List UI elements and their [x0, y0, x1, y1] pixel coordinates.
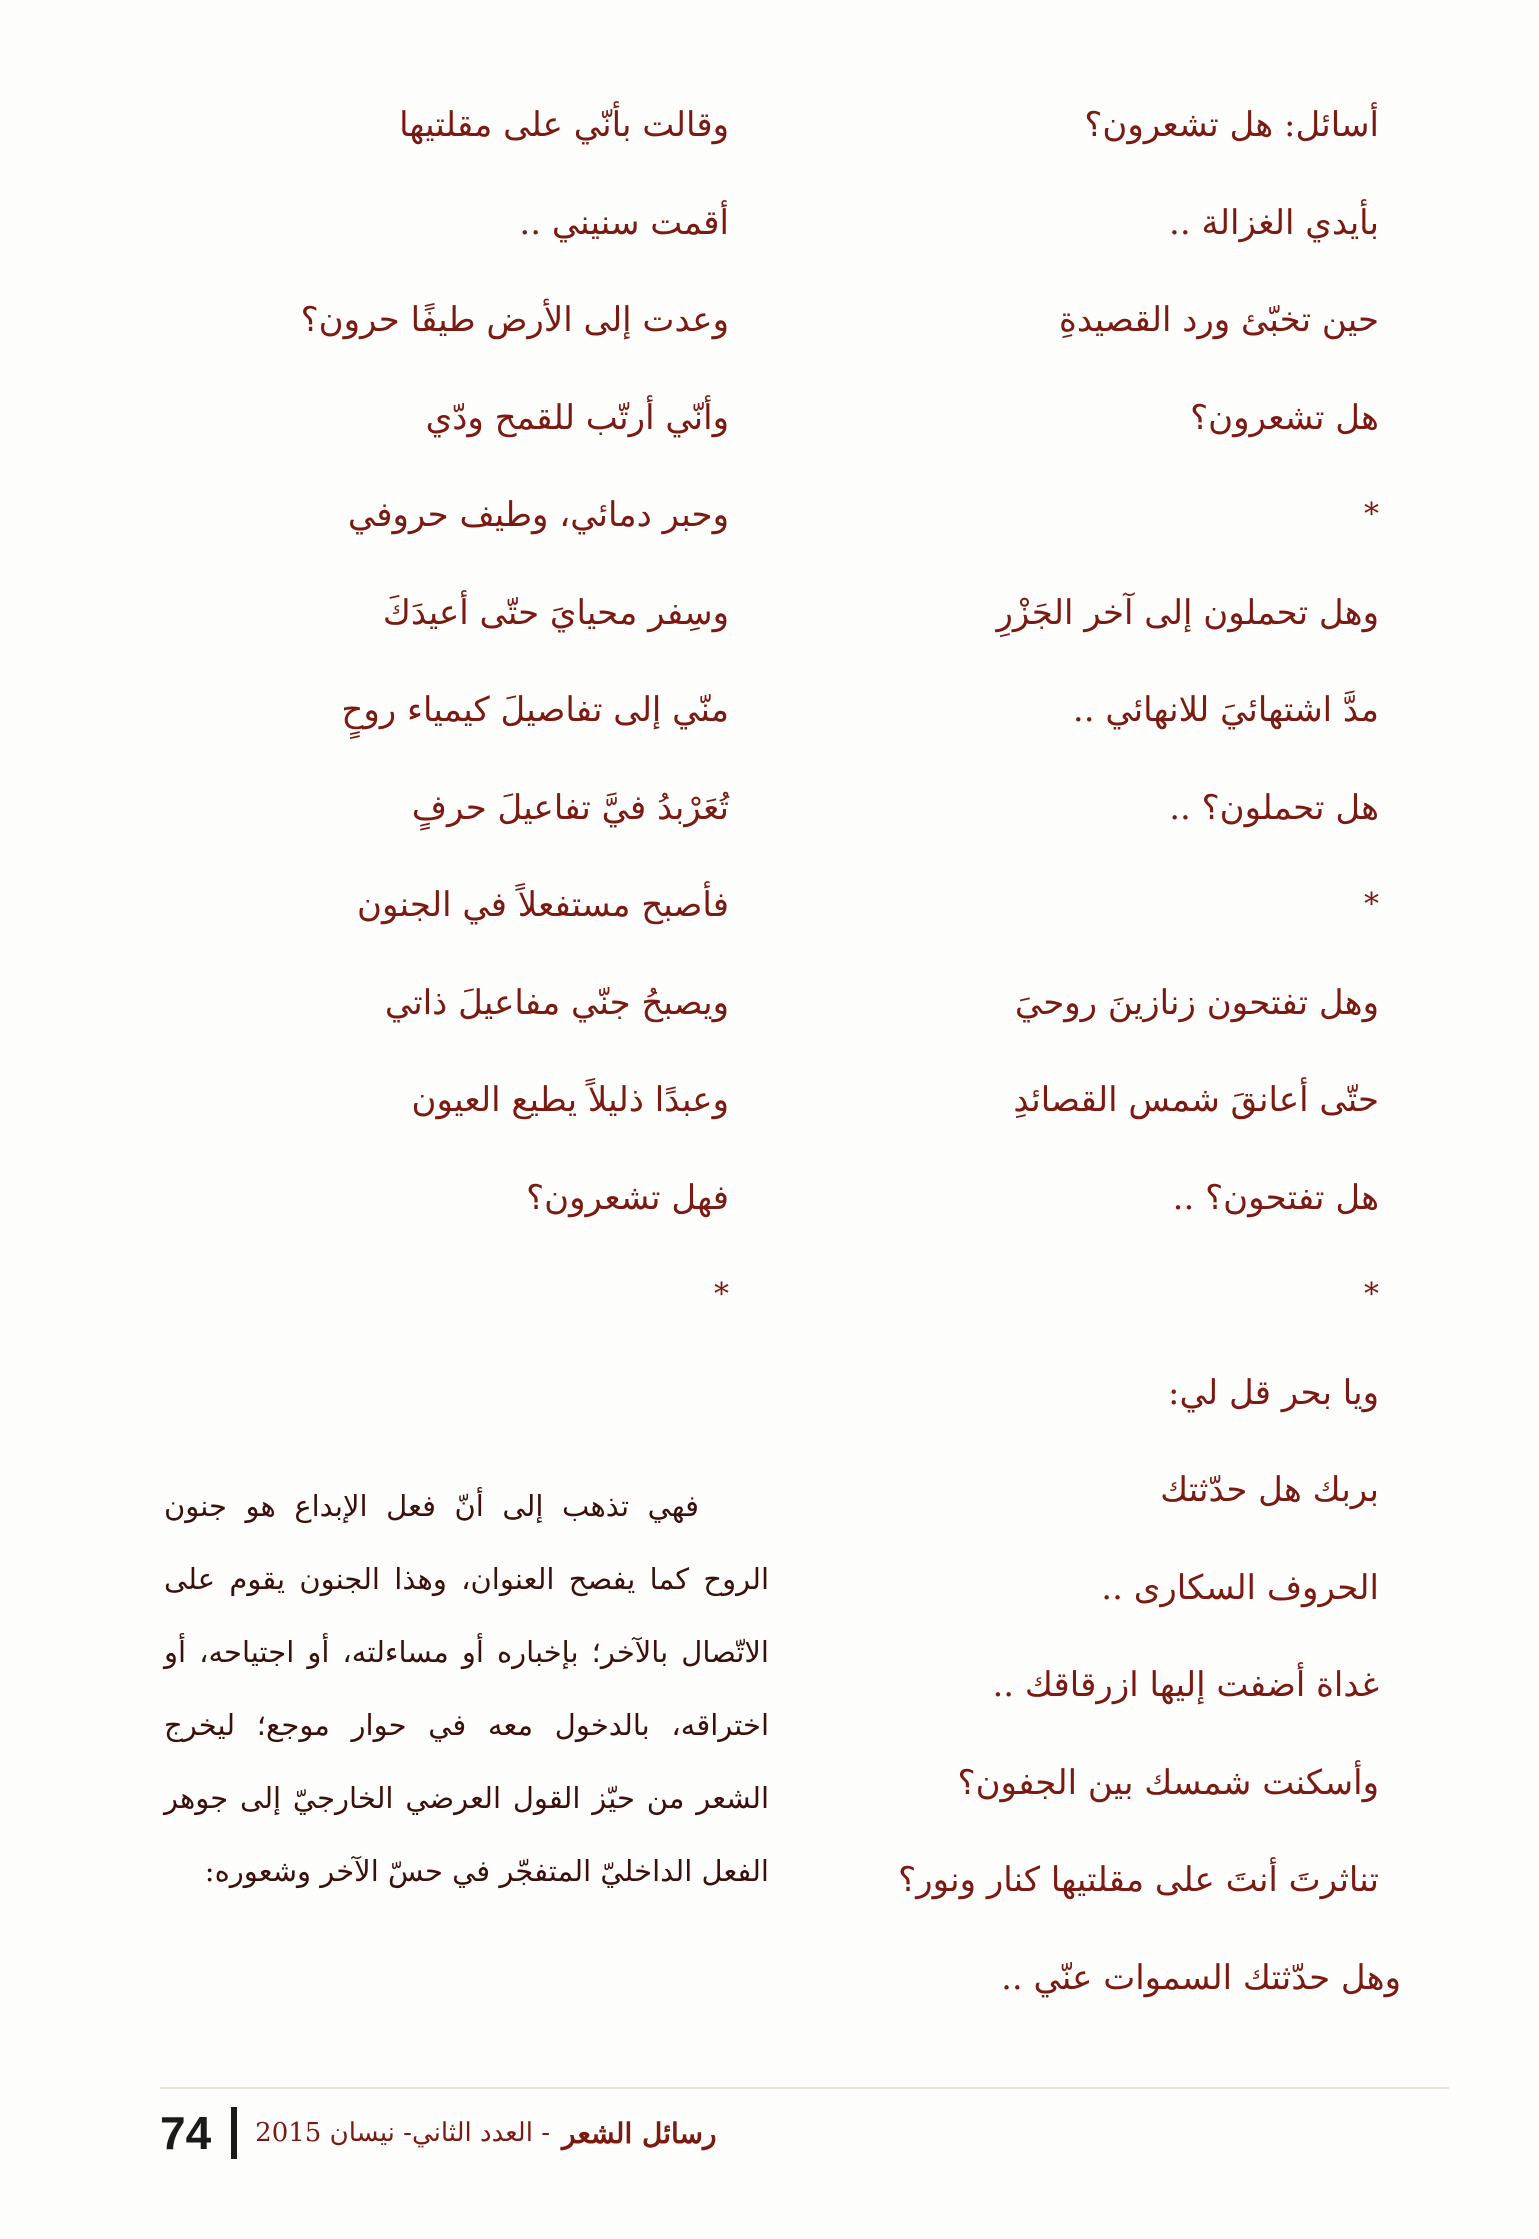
page-number: 74: [160, 2107, 212, 2159]
verse-line: تُعَرْبدُ فيَّ تفاعيلَ حرفٍ: [411, 787, 729, 828]
verse-line: ويصبحُ جنّي مفاعيلَ ذاتي: [384, 982, 729, 1023]
verse-line: هل تحملون؟ ..: [1169, 787, 1379, 828]
stanza-separator: *: [714, 1277, 729, 1312]
verse-line: حتّى أعانقَ شمس القصائدِ: [1013, 1080, 1379, 1120]
verse-line: أقمت سنيني ..: [519, 202, 729, 243]
verse-line: وهل تفتحون زنازينَ روحيَ: [1014, 982, 1379, 1023]
poem-column-left: [169, 100, 729, 1368]
verse-line: فأصبح مستفعلاً في الجنون: [357, 885, 729, 925]
magazine-name: رسائل الشعر: [562, 2116, 717, 2150]
verse-line: بربك هل حدّثتك: [1160, 1470, 1379, 1510]
verse-line: وقالت بأنّي على مقلتيها: [399, 105, 729, 145]
verse-line: حين تخبّئ ورد القصيدةِ: [1059, 300, 1379, 340]
verse-line: تناثرتَ أنتَ على مقلتيها كنار ونور؟: [898, 1860, 1379, 1900]
verse-line: وسِفر محيايَ حتّى أعيدَكَ: [382, 592, 729, 633]
stanza-separator: *: [1364, 497, 1379, 532]
verse-line: أسائل: هل تشعرون؟: [1084, 105, 1379, 145]
verse-line: وهل تحملون إلى آخر الجَزْرِ: [996, 592, 1379, 633]
verse-line: هل تفتحون؟ ..: [1172, 1177, 1379, 1218]
footer-divider: [160, 2087, 1449, 2089]
verse-line: مدَّ اشتهائيَ للانهائي ..: [1072, 690, 1379, 730]
verse-line: وعدت إلى الأرض طيفًا حرون؟: [300, 300, 729, 340]
verse-line: وأسكنت شمسك بين الجفون؟: [957, 1762, 1379, 1803]
verse-line: هل تشعرون؟: [1190, 397, 1379, 438]
verse-line: منّي إلى تفاصيلَ كيمياء روحٍ: [341, 690, 729, 730]
commentary-paragraph: فهي تذهب إلى أنّ فعل الإبداع هو جنون الروح كما يفصح العنوان، وهذا الجنون يقوم على الاتّصال بالآخر؛ بإخباره أو مساءلته، أو اجتياحه، أو اختراقه، بالدخول معه في حوار موجع؛ ليخرج الشعر من حيّز القول العرضي الخارجيّ إلى جوهر الفعل الداخليّ المتفجّر في حسّ الآخر وشعوره:: [164, 1489, 769, 1888]
verse-line: غداة أضفت إليها ازرقاقك ..: [992, 1665, 1379, 1705]
verse-line: ويا بحر قل لي:: [1168, 1372, 1379, 1413]
verse-line: وحبر دمائي، وطيف حروفي: [347, 495, 729, 535]
verse-line: وهل حدّثتك السموات عنّي ..: [1001, 1957, 1401, 1998]
verse-line: الحروف السكارى ..: [1101, 1567, 1379, 1608]
verse-line: بأيدي الغزالة ..: [1169, 202, 1379, 243]
issue-info: - العدد الثاني- نيسان 2015: [255, 2118, 550, 2148]
verse-line: وعبدًا ذليلاً يطيع العيون: [411, 1080, 729, 1120]
stanza-separator: *: [1364, 887, 1379, 922]
footer-separator-bar: [231, 2107, 237, 2159]
stanza-separator: *: [1364, 1277, 1379, 1312]
poem-column-right: [819, 100, 1401, 2050]
verse-line: فهل تشعرون؟: [526, 1177, 729, 1218]
verse-line: وأنّي أرتّب للقمح ودّي: [425, 397, 729, 438]
page-footer: [160, 2098, 860, 2168]
